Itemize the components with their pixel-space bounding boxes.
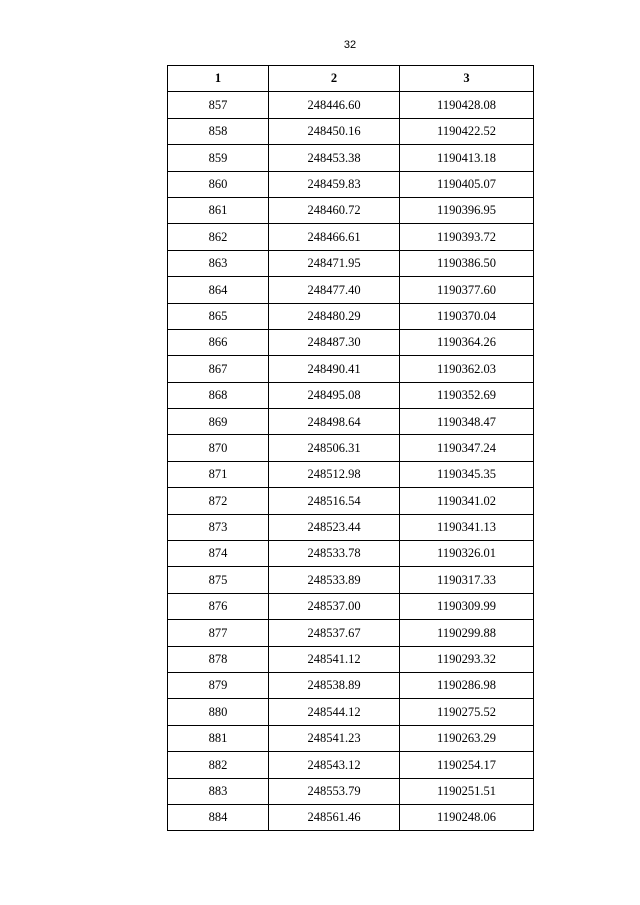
y-coordinate-cell: 1190370.04 — [400, 303, 534, 329]
table-row — [168, 435, 534, 461]
x-coordinate-cell: 248480.29 — [269, 303, 400, 329]
x-coordinate-cell: 248541.12 — [269, 646, 400, 672]
point-number-cell: 872 — [168, 488, 269, 514]
table-row — [168, 752, 534, 778]
x-coordinate-cell: 248487.30 — [269, 329, 400, 355]
table-body — [168, 92, 534, 831]
table-row — [168, 778, 534, 804]
y-coordinate-cell: 1190341.13 — [400, 514, 534, 540]
point-number-cell: 876 — [168, 593, 269, 619]
point-number-cell: 867 — [168, 356, 269, 382]
x-coordinate-cell: 248543.12 — [269, 752, 400, 778]
y-coordinate-cell: 1190428.08 — [400, 92, 534, 118]
x-coordinate-cell: 248561.46 — [269, 804, 400, 830]
point-number-cell: 861 — [168, 197, 269, 223]
point-number-cell: 879 — [168, 672, 269, 698]
column-header-2: 2 — [269, 66, 400, 92]
y-coordinate-cell: 1190286.98 — [400, 672, 534, 698]
x-coordinate-cell: 248533.78 — [269, 541, 400, 567]
table-row — [168, 171, 534, 197]
y-coordinate-cell: 1190275.52 — [400, 699, 534, 725]
point-number-cell: 877 — [168, 620, 269, 646]
table-row — [168, 303, 534, 329]
table-row — [168, 488, 534, 514]
x-coordinate-cell: 248537.67 — [269, 620, 400, 646]
point-number-cell: 878 — [168, 646, 269, 672]
x-coordinate-cell: 248506.31 — [269, 435, 400, 461]
table-row — [168, 804, 534, 830]
table-row — [168, 646, 534, 672]
point-number-cell: 880 — [168, 699, 269, 725]
table-row — [168, 382, 534, 408]
point-number-cell: 870 — [168, 435, 269, 461]
y-coordinate-cell: 1190299.88 — [400, 620, 534, 646]
x-coordinate-cell: 248453.38 — [269, 145, 400, 171]
point-number-cell: 866 — [168, 329, 269, 355]
y-coordinate-cell: 1190422.52 — [400, 118, 534, 144]
table-row — [168, 409, 534, 435]
y-coordinate-cell: 1190248.06 — [400, 804, 534, 830]
table-row — [168, 250, 534, 276]
y-coordinate-cell: 1190309.99 — [400, 593, 534, 619]
x-coordinate-cell: 248495.08 — [269, 382, 400, 408]
x-coordinate-cell: 248490.41 — [269, 356, 400, 382]
table-row — [168, 620, 534, 646]
table-row — [168, 118, 534, 144]
y-coordinate-cell: 1190386.50 — [400, 250, 534, 276]
y-coordinate-cell: 1190347.24 — [400, 435, 534, 461]
x-coordinate-cell: 248460.72 — [269, 197, 400, 223]
point-number-cell: 863 — [168, 250, 269, 276]
page-number: 32 — [343, 39, 357, 51]
table-row — [168, 461, 534, 487]
table-row — [168, 197, 534, 223]
y-coordinate-cell: 1190396.95 — [400, 197, 534, 223]
point-number-cell: 875 — [168, 567, 269, 593]
table-row — [168, 593, 534, 619]
x-coordinate-cell: 248471.95 — [269, 250, 400, 276]
y-coordinate-cell: 1190293.32 — [400, 646, 534, 672]
y-coordinate-cell: 1190254.17 — [400, 752, 534, 778]
x-coordinate-cell: 248466.61 — [269, 224, 400, 250]
point-number-cell: 882 — [168, 752, 269, 778]
column-header-1: 1 — [168, 66, 269, 92]
y-coordinate-cell: 1190251.51 — [400, 778, 534, 804]
x-coordinate-cell: 248544.12 — [269, 699, 400, 725]
x-coordinate-cell: 248446.60 — [269, 92, 400, 118]
x-coordinate-cell: 248537.00 — [269, 593, 400, 619]
point-number-cell: 865 — [168, 303, 269, 329]
point-number-cell: 884 — [168, 804, 269, 830]
x-coordinate-cell: 248512.98 — [269, 461, 400, 487]
point-number-cell: 862 — [168, 224, 269, 250]
y-coordinate-cell: 1190326.01 — [400, 541, 534, 567]
y-coordinate-cell: 1190348.47 — [400, 409, 534, 435]
table-row — [168, 567, 534, 593]
point-number-cell: 883 — [168, 778, 269, 804]
x-coordinate-cell: 248516.54 — [269, 488, 400, 514]
x-coordinate-cell: 248459.83 — [269, 171, 400, 197]
point-number-cell: 857 — [168, 92, 269, 118]
table-row — [168, 145, 534, 171]
column-header-3: 3 — [400, 66, 534, 92]
y-coordinate-cell: 1190405.07 — [400, 171, 534, 197]
point-number-cell: 874 — [168, 541, 269, 567]
point-number-cell: 868 — [168, 382, 269, 408]
table-row — [168, 514, 534, 540]
table-row — [168, 541, 534, 567]
point-number-cell: 873 — [168, 514, 269, 540]
table-row — [168, 329, 534, 355]
coordinates-table — [167, 65, 534, 831]
x-coordinate-cell: 248450.16 — [269, 118, 400, 144]
table-row — [168, 672, 534, 698]
y-coordinate-cell: 1190413.18 — [400, 145, 534, 171]
y-coordinate-cell: 1190317.33 — [400, 567, 534, 593]
point-number-cell: 871 — [168, 461, 269, 487]
y-coordinate-cell: 1190364.26 — [400, 329, 534, 355]
x-coordinate-cell: 248533.89 — [269, 567, 400, 593]
y-coordinate-cell: 1190362.03 — [400, 356, 534, 382]
x-coordinate-cell: 248498.64 — [269, 409, 400, 435]
y-coordinate-cell: 1190263.29 — [400, 725, 534, 751]
table-row — [168, 277, 534, 303]
table-row — [168, 92, 534, 118]
x-coordinate-cell: 248541.23 — [269, 725, 400, 751]
point-number-cell: 858 — [168, 118, 269, 144]
y-coordinate-cell: 1190377.60 — [400, 277, 534, 303]
y-coordinate-cell: 1190345.35 — [400, 461, 534, 487]
table-row — [168, 725, 534, 751]
point-number-cell: 864 — [168, 277, 269, 303]
point-number-cell: 860 — [168, 171, 269, 197]
point-number-cell: 881 — [168, 725, 269, 751]
x-coordinate-cell: 248538.89 — [269, 672, 400, 698]
x-coordinate-cell: 248477.40 — [269, 277, 400, 303]
y-coordinate-cell: 1190393.72 — [400, 224, 534, 250]
table-header-row — [168, 66, 534, 92]
table-row — [168, 356, 534, 382]
table-row — [168, 699, 534, 725]
y-coordinate-cell: 1190352.69 — [400, 382, 534, 408]
point-number-cell: 859 — [168, 145, 269, 171]
table-row — [168, 224, 534, 250]
x-coordinate-cell: 248553.79 — [269, 778, 400, 804]
x-coordinate-cell: 248523.44 — [269, 514, 400, 540]
y-coordinate-cell: 1190341.02 — [400, 488, 534, 514]
point-number-cell: 869 — [168, 409, 269, 435]
